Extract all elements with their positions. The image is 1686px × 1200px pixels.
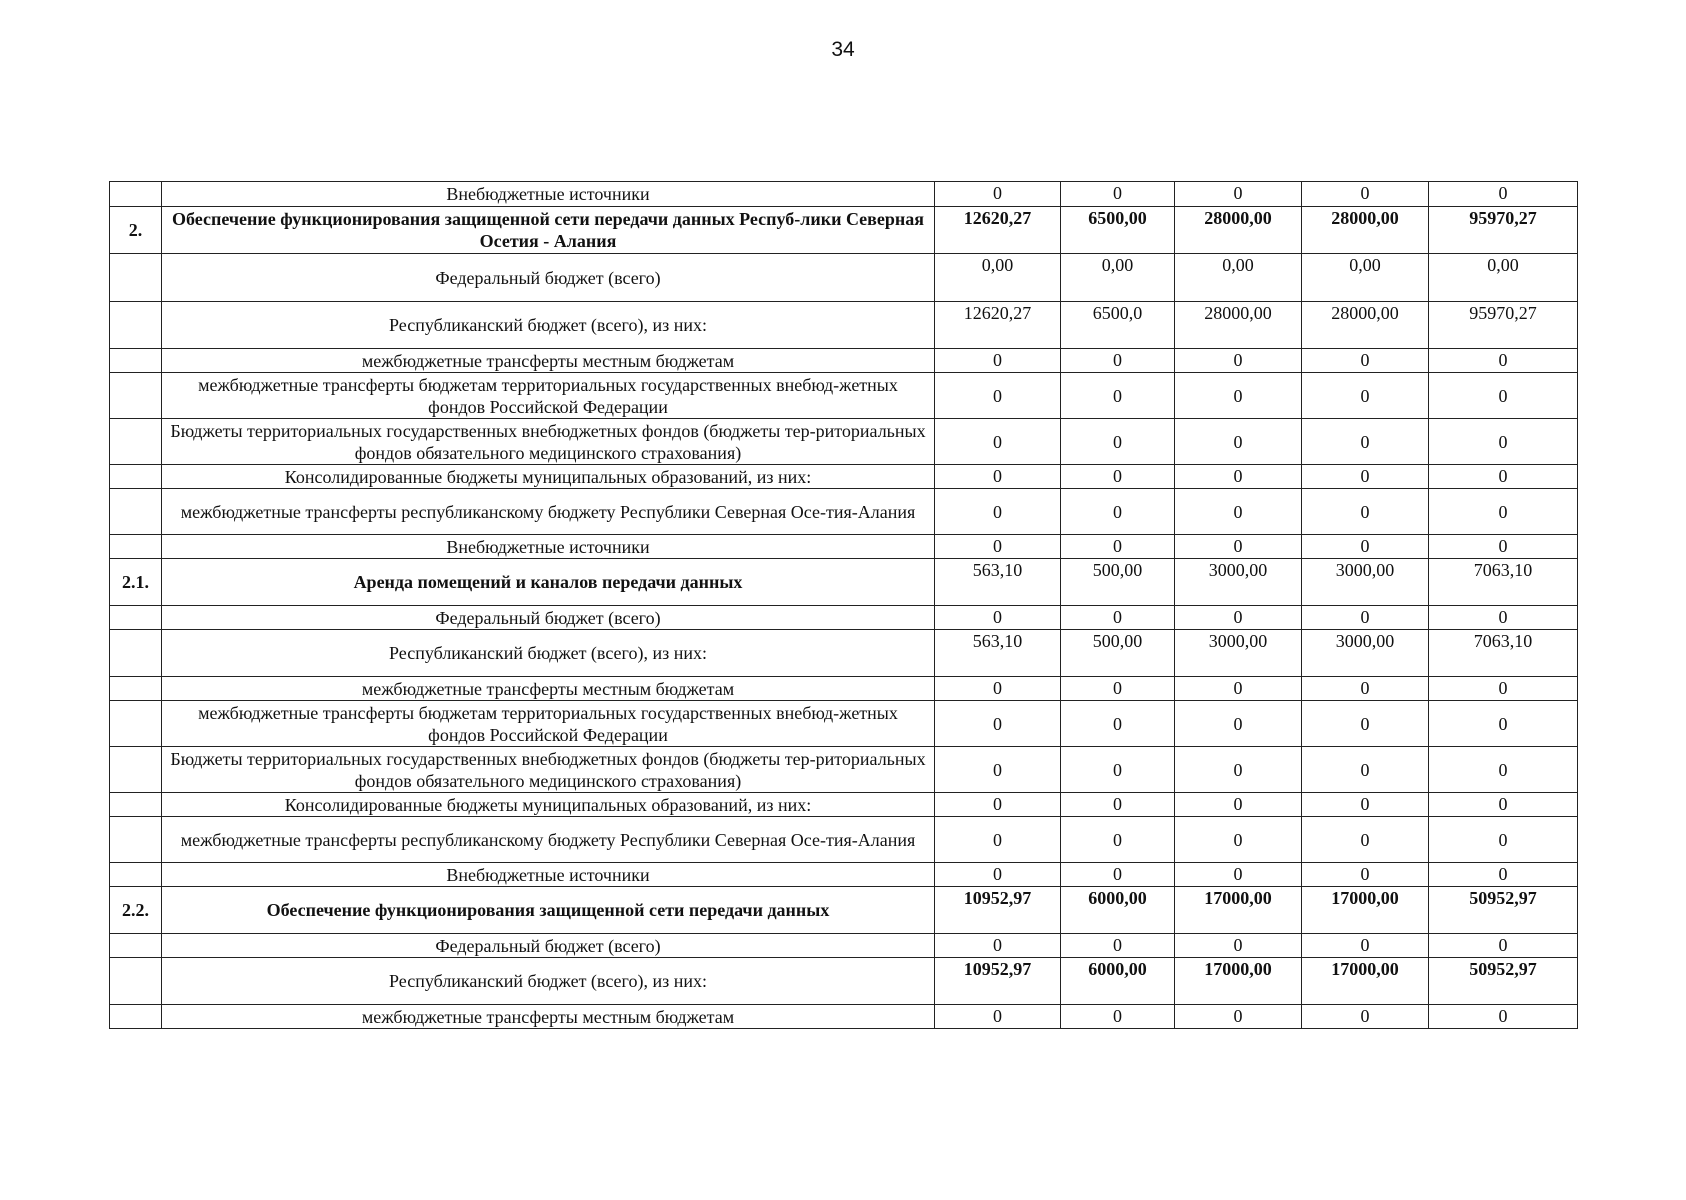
value-cell: 0 bbox=[1175, 373, 1302, 419]
value-cell: 28000,00 bbox=[1175, 302, 1302, 349]
value-cell: 17000,00 bbox=[1175, 958, 1302, 1005]
value-cell: 0 bbox=[1302, 747, 1429, 793]
table-row bbox=[110, 419, 1578, 465]
value-cell: 17000,00 bbox=[1175, 887, 1302, 934]
row-number-cell: 2.1. bbox=[110, 559, 162, 606]
value-cell: 0 bbox=[1061, 747, 1175, 793]
row-number-cell bbox=[110, 535, 162, 559]
row-number-cell bbox=[110, 747, 162, 793]
value-cell: 0 bbox=[935, 934, 1061, 958]
row-label-cell: Внебюджетные источники bbox=[162, 863, 935, 887]
row-number-cell bbox=[110, 863, 162, 887]
value-cell: 50952,97 bbox=[1429, 958, 1578, 1005]
value-cell: 0 bbox=[1302, 465, 1429, 489]
table-row bbox=[110, 701, 1578, 747]
value-cell: 0 bbox=[1429, 465, 1578, 489]
value-cell: 0 bbox=[1175, 1005, 1302, 1029]
value-cell: 6500,00 bbox=[1061, 207, 1175, 254]
value-cell: 0 bbox=[935, 817, 1061, 863]
row-label-cell: Республиканский бюджет (всего), из них: bbox=[162, 958, 935, 1005]
value-cell: 0 bbox=[1429, 489, 1578, 535]
row-number-cell bbox=[110, 302, 162, 349]
value-cell: 563,10 bbox=[935, 630, 1061, 677]
value-cell: 0 bbox=[1302, 793, 1429, 817]
row-number-cell bbox=[110, 793, 162, 817]
row-label-cell: Обеспечение функционирования защищенной сети передачи данных Респуб-лики Северная Осетия - Алания bbox=[162, 207, 935, 254]
value-cell: 0,00 bbox=[1302, 254, 1429, 302]
value-cell: 0 bbox=[1429, 701, 1578, 747]
value-cell: 0 bbox=[935, 747, 1061, 793]
value-cell: 0 bbox=[1175, 863, 1302, 887]
value-cell: 0 bbox=[935, 701, 1061, 747]
value-cell: 7063,10 bbox=[1429, 559, 1578, 606]
value-cell: 0 bbox=[935, 793, 1061, 817]
value-cell: 0 bbox=[1061, 349, 1175, 373]
value-cell: 500,00 bbox=[1061, 630, 1175, 677]
value-cell: 0 bbox=[1429, 677, 1578, 701]
row-label-cell: Федеральный бюджет (всего) bbox=[162, 606, 935, 630]
table-row bbox=[110, 630, 1578, 677]
table-row bbox=[110, 465, 1578, 489]
row-label-cell: Внебюджетные источники bbox=[162, 182, 935, 207]
table-row bbox=[110, 254, 1578, 302]
value-cell: 0 bbox=[1429, 419, 1578, 465]
value-cell: 0 bbox=[1175, 701, 1302, 747]
row-label-cell: межбюджетные трансферты республиканскому бюджету Республики Северная Осе-тия-Алания bbox=[162, 489, 935, 535]
value-cell: 0 bbox=[1429, 934, 1578, 958]
value-cell: 0 bbox=[935, 863, 1061, 887]
value-cell: 28000,00 bbox=[1302, 302, 1429, 349]
value-cell: 0 bbox=[1061, 419, 1175, 465]
value-cell: 0 bbox=[1175, 677, 1302, 701]
row-label-cell: Консолидированные бюджеты муниципальных образований, из них: bbox=[162, 793, 935, 817]
row-label-cell: межбюджетные трансферты местным бюджетам bbox=[162, 1005, 935, 1029]
value-cell: 28000,00 bbox=[1302, 207, 1429, 254]
table-row bbox=[110, 349, 1578, 373]
row-number-cell bbox=[110, 630, 162, 677]
value-cell: 0 bbox=[1175, 793, 1302, 817]
value-cell: 6000,00 bbox=[1061, 958, 1175, 1005]
value-cell: 0 bbox=[1061, 701, 1175, 747]
table-row bbox=[110, 535, 1578, 559]
value-cell: 0 bbox=[1429, 863, 1578, 887]
value-cell: 0 bbox=[1302, 489, 1429, 535]
value-cell: 0 bbox=[1302, 701, 1429, 747]
row-number-cell bbox=[110, 419, 162, 465]
row-label-cell: межбюджетные трансферты местным бюджетам bbox=[162, 349, 935, 373]
value-cell: 0 bbox=[1175, 747, 1302, 793]
value-cell: 6000,00 bbox=[1061, 887, 1175, 934]
value-cell: 0 bbox=[1175, 817, 1302, 863]
value-cell: 0,00 bbox=[935, 254, 1061, 302]
value-cell: 0 bbox=[1429, 606, 1578, 630]
value-cell: 0 bbox=[1429, 793, 1578, 817]
row-number-cell bbox=[110, 958, 162, 1005]
value-cell: 0 bbox=[935, 1005, 1061, 1029]
value-cell: 0 bbox=[935, 677, 1061, 701]
row-number-cell bbox=[110, 254, 162, 302]
table-row bbox=[110, 1005, 1578, 1029]
table-row bbox=[110, 817, 1578, 863]
value-cell: 0 bbox=[1302, 863, 1429, 887]
value-cell: 0 bbox=[935, 465, 1061, 489]
value-cell: 0 bbox=[1175, 349, 1302, 373]
value-cell: 0 bbox=[1061, 817, 1175, 863]
row-label-cell: Внебюджетные источники bbox=[162, 535, 935, 559]
value-cell: 0 bbox=[1429, 1005, 1578, 1029]
row-label-cell: Федеральный бюджет (всего) bbox=[162, 934, 935, 958]
value-cell: 0 bbox=[1061, 489, 1175, 535]
table-row bbox=[110, 863, 1578, 887]
value-cell: 95970,27 bbox=[1429, 302, 1578, 349]
value-cell: 0 bbox=[1061, 465, 1175, 489]
value-cell: 0 bbox=[1302, 349, 1429, 373]
value-cell: 0 bbox=[1429, 535, 1578, 559]
value-cell: 95970,27 bbox=[1429, 207, 1578, 254]
table-row bbox=[110, 677, 1578, 701]
value-cell: 17000,00 bbox=[1302, 958, 1429, 1005]
value-cell: 12620,27 bbox=[935, 302, 1061, 349]
value-cell: 0 bbox=[1429, 182, 1578, 207]
value-cell: 10952,97 bbox=[935, 958, 1061, 1005]
value-cell: 0 bbox=[1061, 182, 1175, 207]
value-cell: 0,00 bbox=[1061, 254, 1175, 302]
value-cell: 0 bbox=[1061, 1005, 1175, 1029]
value-cell: 0 bbox=[935, 535, 1061, 559]
row-number-cell bbox=[110, 349, 162, 373]
table-row bbox=[110, 373, 1578, 419]
value-cell: 0 bbox=[935, 349, 1061, 373]
table-row bbox=[110, 489, 1578, 535]
row-label-cell: Республиканский бюджет (всего), из них: bbox=[162, 302, 935, 349]
table-row bbox=[110, 934, 1578, 958]
value-cell: 0 bbox=[1302, 817, 1429, 863]
value-cell: 0 bbox=[1302, 934, 1429, 958]
value-cell: 0 bbox=[1175, 934, 1302, 958]
value-cell: 0,00 bbox=[1175, 254, 1302, 302]
value-cell: 7063,10 bbox=[1429, 630, 1578, 677]
value-cell: 28000,00 bbox=[1175, 207, 1302, 254]
value-cell: 0 bbox=[1175, 535, 1302, 559]
row-number-cell bbox=[110, 817, 162, 863]
value-cell: 0 bbox=[1302, 373, 1429, 419]
row-label-cell: межбюджетные трансферты бюджетам территориальных государственных внебюд-жетных фондов Российской Федерации bbox=[162, 373, 935, 419]
row-label-cell: Республиканский бюджет (всего), из них: bbox=[162, 630, 935, 677]
row-label-cell: межбюджетные трансферты республиканскому бюджету Республики Северная Осе-тия-Алания bbox=[162, 817, 935, 863]
row-label-cell: Бюджеты территориальных государственных внебюджетных фондов (бюджеты тер-риториальных фондов обязательного медицинского страхования) bbox=[162, 419, 935, 465]
value-cell: 0 bbox=[935, 419, 1061, 465]
table-row bbox=[110, 559, 1578, 606]
value-cell: 0 bbox=[1061, 863, 1175, 887]
value-cell: 563,10 bbox=[935, 559, 1061, 606]
row-number-cell bbox=[110, 465, 162, 489]
value-cell: 0 bbox=[935, 373, 1061, 419]
value-cell: 17000,00 bbox=[1302, 887, 1429, 934]
value-cell: 0 bbox=[1061, 677, 1175, 701]
value-cell: 0 bbox=[1429, 817, 1578, 863]
row-number-cell bbox=[110, 606, 162, 630]
value-cell: 3000,00 bbox=[1302, 630, 1429, 677]
value-cell: 0 bbox=[1302, 606, 1429, 630]
value-cell: 3000,00 bbox=[1175, 559, 1302, 606]
value-cell: 0 bbox=[1175, 182, 1302, 207]
table-row bbox=[110, 302, 1578, 349]
row-number-cell: 2. bbox=[110, 207, 162, 254]
value-cell: 0 bbox=[935, 606, 1061, 630]
value-cell: 0 bbox=[1429, 373, 1578, 419]
table-row bbox=[110, 793, 1578, 817]
value-cell: 0 bbox=[1302, 419, 1429, 465]
value-cell: 6500,0 bbox=[1061, 302, 1175, 349]
value-cell: 0 bbox=[1429, 747, 1578, 793]
row-label-cell: Федеральный бюджет (всего) bbox=[162, 254, 935, 302]
row-number-cell bbox=[110, 182, 162, 207]
table-row bbox=[110, 182, 1578, 207]
row-label-cell: Консолидированные бюджеты муниципальных образований, из них: bbox=[162, 465, 935, 489]
row-label-cell: Обеспечение функционирования защищенной сети передачи данных bbox=[162, 887, 935, 934]
value-cell: 0 bbox=[1061, 793, 1175, 817]
value-cell: 50952,97 bbox=[1429, 887, 1578, 934]
value-cell: 0 bbox=[1302, 677, 1429, 701]
value-cell: 0 bbox=[1302, 182, 1429, 207]
table-row bbox=[110, 606, 1578, 630]
value-cell: 12620,27 bbox=[935, 207, 1061, 254]
row-number-cell bbox=[110, 1005, 162, 1029]
value-cell: 10952,97 bbox=[935, 887, 1061, 934]
table-row bbox=[110, 958, 1578, 1005]
value-cell: 0 bbox=[1061, 373, 1175, 419]
row-number-cell bbox=[110, 373, 162, 419]
row-number-cell: 2.2. bbox=[110, 887, 162, 934]
value-cell: 0 bbox=[1061, 535, 1175, 559]
value-cell: 0 bbox=[935, 489, 1061, 535]
value-cell: 0 bbox=[935, 182, 1061, 207]
value-cell: 0 bbox=[1302, 1005, 1429, 1029]
table-row bbox=[110, 207, 1578, 254]
row-number-cell bbox=[110, 934, 162, 958]
table-row bbox=[110, 747, 1578, 793]
row-label-cell: межбюджетные трансферты местным бюджетам bbox=[162, 677, 935, 701]
value-cell: 0 bbox=[1061, 934, 1175, 958]
page-number: 34 bbox=[831, 38, 855, 61]
row-label-cell: Бюджеты территориальных государственных внебюджетных фондов (бюджеты тер-риториальных фондов обязательного медицинского страхования) bbox=[162, 747, 935, 793]
value-cell: 3000,00 bbox=[1175, 630, 1302, 677]
value-cell: 0 bbox=[1175, 465, 1302, 489]
value-cell: 0 bbox=[1429, 349, 1578, 373]
value-cell: 0 bbox=[1175, 606, 1302, 630]
value-cell: 0 bbox=[1302, 535, 1429, 559]
value-cell: 0 bbox=[1061, 606, 1175, 630]
row-label-cell: Аренда помещений и каналов передачи данных bbox=[162, 559, 935, 606]
value-cell: 0 bbox=[1175, 489, 1302, 535]
value-cell: 0,00 bbox=[1429, 254, 1578, 302]
row-label-cell: межбюджетные трансферты бюджетам территориальных государственных внебюд-жетных фондов Российской Федерации bbox=[162, 701, 935, 747]
row-number-cell bbox=[110, 701, 162, 747]
value-cell: 0 bbox=[1175, 419, 1302, 465]
value-cell: 500,00 bbox=[1061, 559, 1175, 606]
value-cell: 3000,00 bbox=[1302, 559, 1429, 606]
budget-table bbox=[109, 181, 1578, 1029]
table-row bbox=[110, 887, 1578, 934]
row-number-cell bbox=[110, 677, 162, 701]
row-number-cell bbox=[110, 489, 162, 535]
